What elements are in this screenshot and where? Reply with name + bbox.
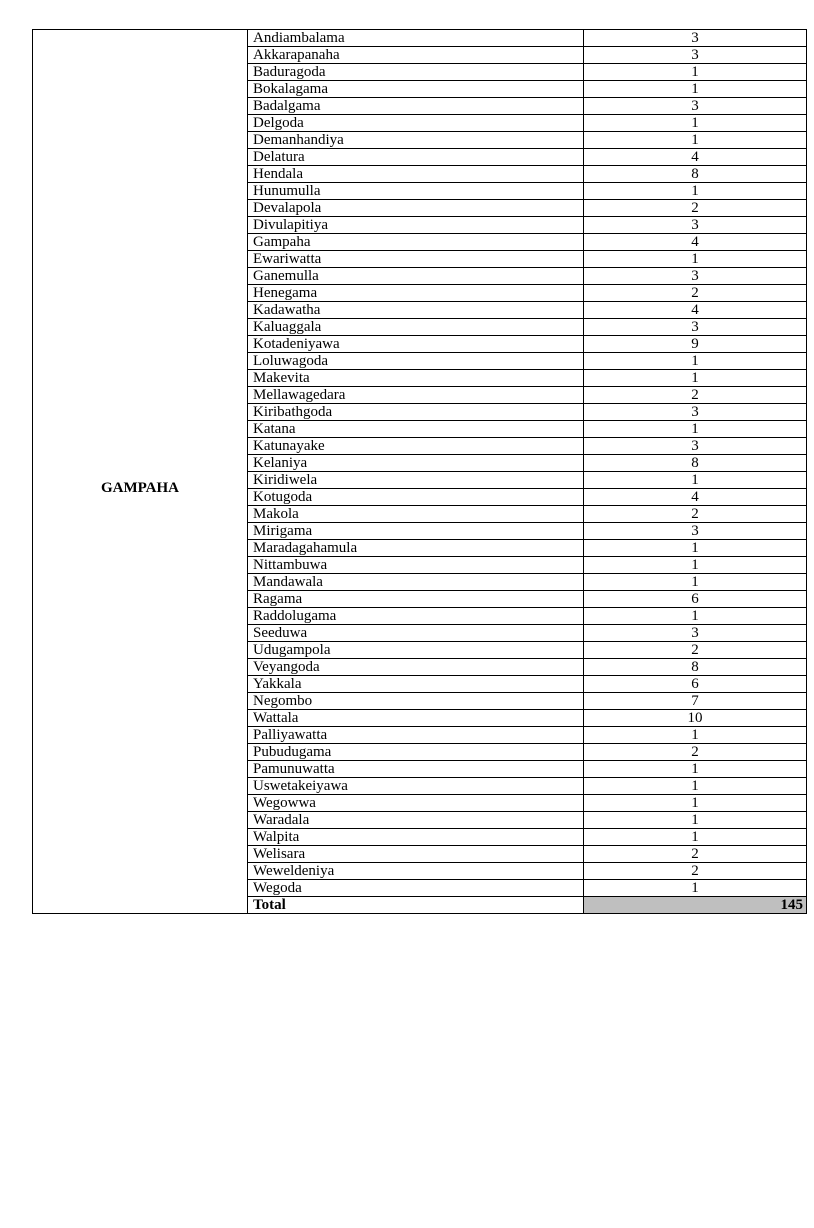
location-name-cell: Kelaniya [248, 455, 584, 472]
location-name-cell: Uswetakeiyawa [248, 778, 584, 795]
location-name-cell: Ganemulla [248, 268, 584, 285]
location-name-cell: Wegoda [248, 880, 584, 897]
count-cell: 1 [584, 608, 807, 625]
count-cell: 2 [584, 863, 807, 880]
location-name-cell: Udugampola [248, 642, 584, 659]
count-cell: 1 [584, 778, 807, 795]
count-cell: 1 [584, 421, 807, 438]
table-body [33, 30, 807, 914]
count-cell: 3 [584, 438, 807, 455]
total-label-cell: Total [248, 897, 584, 914]
location-name-cell: Akkarapanaha [248, 47, 584, 64]
location-name-cell: Delatura [248, 149, 584, 166]
count-cell: 6 [584, 676, 807, 693]
location-name-cell: Ragama [248, 591, 584, 608]
location-name-cell: Katana [248, 421, 584, 438]
location-name-cell: Delgoda [248, 115, 584, 132]
location-name-cell: Maradagahamula [248, 540, 584, 557]
count-cell: 2 [584, 387, 807, 404]
count-cell: 1 [584, 795, 807, 812]
count-cell: 1 [584, 115, 807, 132]
location-name-cell: Kaluaggala [248, 319, 584, 336]
location-name-cell: Kotadeniyawa [248, 336, 584, 353]
location-name-cell: Kiridiwela [248, 472, 584, 489]
count-cell: 1 [584, 183, 807, 200]
count-cell: 9 [584, 336, 807, 353]
location-name-cell: Mirigama [248, 523, 584, 540]
district-name-cell: GAMPAHA [33, 30, 248, 914]
count-cell: 2 [584, 846, 807, 863]
location-name-cell: Baduragoda [248, 64, 584, 81]
table-row [33, 30, 807, 47]
location-name-cell: Welisara [248, 846, 584, 863]
location-name-cell: Wattala [248, 710, 584, 727]
count-cell: 1 [584, 761, 807, 778]
location-name-cell: Mandawala [248, 574, 584, 591]
location-name-cell: Makevita [248, 370, 584, 387]
location-name-cell: Demanhandiya [248, 132, 584, 149]
location-name-cell: Andiambalama [248, 30, 584, 47]
location-name-cell: Negombo [248, 693, 584, 710]
count-cell: 1 [584, 353, 807, 370]
location-name-cell: Palliyawatta [248, 727, 584, 744]
district-counts-table [32, 29, 807, 914]
count-cell: 1 [584, 540, 807, 557]
count-cell: 2 [584, 744, 807, 761]
count-cell: 1 [584, 880, 807, 897]
count-cell: 4 [584, 234, 807, 251]
location-name-cell: Walpita [248, 829, 584, 846]
count-cell: 2 [584, 506, 807, 523]
count-cell: 1 [584, 132, 807, 149]
count-cell: 1 [584, 251, 807, 268]
location-name-cell: Henegama [248, 285, 584, 302]
count-cell: 8 [584, 659, 807, 676]
count-cell: 3 [584, 217, 807, 234]
location-name-cell: Loluwagoda [248, 353, 584, 370]
location-name-cell: Ewariwatta [248, 251, 584, 268]
location-name-cell: Badalgama [248, 98, 584, 115]
location-name-cell: Katunayake [248, 438, 584, 455]
count-cell: 10 [584, 710, 807, 727]
count-cell: 1 [584, 557, 807, 574]
location-name-cell: Raddolugama [248, 608, 584, 625]
location-name-cell: Pamunuwatta [248, 761, 584, 778]
count-cell: 3 [584, 98, 807, 115]
location-name-cell: Hunumulla [248, 183, 584, 200]
total-value-cell: 145 [584, 897, 807, 914]
count-cell: 1 [584, 370, 807, 387]
count-cell: 4 [584, 149, 807, 166]
count-cell: 3 [584, 319, 807, 336]
location-name-cell: Wegowwa [248, 795, 584, 812]
count-cell: 3 [584, 625, 807, 642]
location-name-cell: Yakkala [248, 676, 584, 693]
location-name-cell: Mellawagedara [248, 387, 584, 404]
count-cell: 1 [584, 812, 807, 829]
location-name-cell: Kotugoda [248, 489, 584, 506]
count-cell: 4 [584, 489, 807, 506]
location-name-cell: Makola [248, 506, 584, 523]
location-name-cell: Devalapola [248, 200, 584, 217]
location-name-cell: Nittambuwa [248, 557, 584, 574]
location-name-cell: Kiribathgoda [248, 404, 584, 421]
count-cell: 1 [584, 727, 807, 744]
count-cell: 3 [584, 30, 807, 47]
count-cell: 3 [584, 404, 807, 421]
location-name-cell: Seeduwa [248, 625, 584, 642]
count-cell: 3 [584, 47, 807, 64]
count-cell: 3 [584, 268, 807, 285]
count-cell: 4 [584, 302, 807, 319]
count-cell: 1 [584, 574, 807, 591]
location-name-cell: Kadawatha [248, 302, 584, 319]
location-name-cell: Waradala [248, 812, 584, 829]
location-name-cell: Gampaha [248, 234, 584, 251]
count-cell: 8 [584, 455, 807, 472]
location-name-cell: Weweldeniya [248, 863, 584, 880]
location-name-cell: Divulapitiya [248, 217, 584, 234]
location-name-cell: Pubudugama [248, 744, 584, 761]
count-cell: 1 [584, 81, 807, 98]
count-cell: 2 [584, 285, 807, 302]
location-name-cell: Veyangoda [248, 659, 584, 676]
count-cell: 1 [584, 829, 807, 846]
location-name-cell: Hendala [248, 166, 584, 183]
count-cell: 1 [584, 472, 807, 489]
count-cell: 1 [584, 64, 807, 81]
count-cell: 3 [584, 523, 807, 540]
count-cell: 6 [584, 591, 807, 608]
count-cell: 2 [584, 642, 807, 659]
count-cell: 7 [584, 693, 807, 710]
count-cell: 8 [584, 166, 807, 183]
count-cell: 2 [584, 200, 807, 217]
location-name-cell: Bokalagama [248, 81, 584, 98]
